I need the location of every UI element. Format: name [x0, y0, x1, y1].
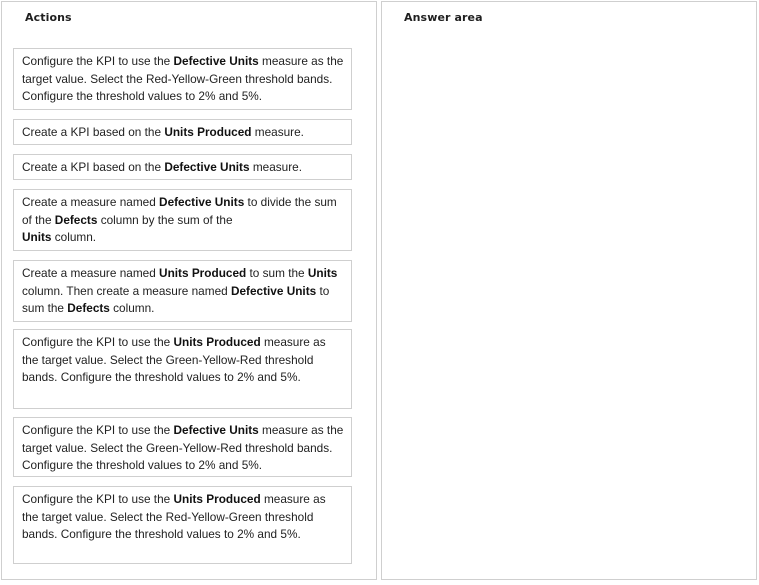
action-item[interactable]	[13, 48, 352, 110]
actions-title: Actions	[25, 11, 72, 24]
action-item[interactable]	[13, 154, 352, 180]
answer-area-title: Answer area	[404, 11, 483, 24]
answer-area-panel[interactable]	[381, 1, 757, 580]
action-text: Create a measure named Units Produced to sum the Units column. Then create a measure named Defective Units to sum the Defects column.	[22, 266, 338, 315]
action-text: Create a KPI based on the Units Produced measure.	[22, 125, 304, 139]
action-item[interactable]	[13, 486, 352, 564]
action-text: Create a measure named Defective Units to divide the sum of the Defects column by the sum of the Units column.	[22, 195, 337, 244]
action-item[interactable]	[13, 189, 352, 251]
action-text: Create a KPI based on the Defective Units measure.	[22, 160, 302, 174]
action-text: Configure the KPI to use the Defective Units measure as the target value. Select the Green-Yellow-Red threshold bands. Configure the threshold values to 2% and 5%.	[22, 423, 344, 472]
action-text: Configure the KPI to use the Defective Units measure as the target value. Select the Red-Yellow-Green threshold bands. Configure the threshold values to 2% and 5%.	[22, 54, 344, 103]
action-item[interactable]	[13, 119, 352, 145]
actions-panel	[1, 1, 377, 580]
action-item[interactable]	[13, 417, 352, 477]
action-item[interactable]	[13, 260, 352, 322]
action-text: Configure the KPI to use the Units Produced measure as the target value. Select the Green-Yellow-Red threshold bands. Configure the threshold values to 2% and 5%.	[22, 335, 326, 384]
action-text: Configure the KPI to use the Units Produced measure as the target value. Select the Red-Yellow-Green threshold bands. Configure the threshold values to 2% and 5%.	[22, 492, 326, 541]
action-item[interactable]	[13, 329, 352, 409]
